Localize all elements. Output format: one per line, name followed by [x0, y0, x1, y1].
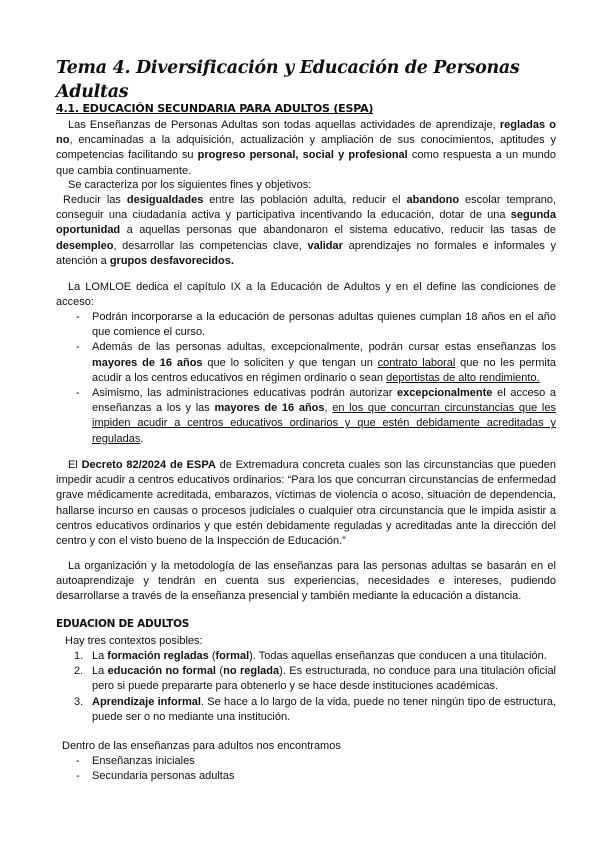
list-item: - Además de las personas adultas, excepcionalmente, podrán cursar estas enseñanzas los mayores de 16 años que lo soliciten y que tengan un contrato laboral que no les permita acudir a los centros educativos en régimen ordinario o sean deportistas de alto rendimiento. — [56, 340, 556, 386]
list-item: 3. Aprendizaje informal. Se hace a lo largo de la vida, puede no tener ningún tipo de estructura, puede ser o no mediante una institución. — [74, 695, 556, 723]
section-heading: 4.1. EDUCACIÓN SECUNDARIA PARA ADULTOS (ESPA) — [56, 102, 374, 115]
subsection-heading: EDUACION DE ADULTOS — [56, 618, 190, 630]
access-list — [56, 310, 556, 447]
list-item: 2. La educación no formal (no reglada). Es estructurada, no conduce para una titulación oficial pero si puede prepararte para obtenerlo y se hace desde instituciones académicas. — [74, 665, 557, 693]
list-item: - Secundaria personas adultas — [56, 769, 556, 784]
contexts-list — [56, 649, 556, 725]
contexts-intro: Hay tres contextos posibles: — [65, 635, 203, 647]
within-line: Dentro de las enseñanzas para adultos nos encontramos — [62, 740, 341, 752]
decreto-paragraph: El Decreto 82/2024 de ESPA de Extremadura concreta cuales son las circunstancias que pueden impedir acudir a centros educativos ordinarios: “Para los que concurran circunstancias de enfermedad grave médicamente acreditada, embarazos, víctimas de violencia o acoso, situación de dependencia, hallarse incurso en causas o procesos judiciales o cualquier otra circunstancia que le impida asistir a centros educativos ordinarios y que estén debidamente reguladas y acreditadas ante la dirección del centro y con el visto bueno de la Inspección de Educación.” — [56, 459, 556, 548]
types-list — [56, 754, 556, 784]
list-item: 1. La formación regladas (formal). Todas aquellas enseñanzas que conducen a una titulación. — [74, 650, 547, 662]
list-item: - Asimismo, las administraciones educativas podrán autorizar excepcionalmente el acceso a enseñanzas a los y las mayores de 16 años, en los que concurran circunstancias que les impiden acudir a centros educativos ordinarios y que estén debidamente acreditadas y reguladas. — [56, 386, 556, 447]
list-item: - Podrán incorporarse a la educación de personas adultas quienes cumplan 18 años en el año que comience el curso. — [56, 310, 556, 340]
lomloe-paragraph: La LOMLOE dedica el capítulo IX a la Educación de Adultos y en el define las condiciones de acceso: — [56, 281, 556, 309]
list-item: - Enseñanzas iniciales — [56, 754, 556, 769]
organizacion-paragraph: La organización y la metodología de las enseñanzas para las personas adultas se basarán en el autoaprendizaje y tendrán en cuenta sus experiencias, necesidades e intereses, pudiendo desarrollarse a través de la enseñanza presencial y también mediante la educación a distancia. — [56, 560, 556, 603]
characterizes-line: Se caracteriza por los siguientes fines y objetivos: — [68, 179, 312, 191]
intro-paragraph: Las Enseñanzas de Personas Adultas son todas aquellas actividades de aprendizaje, regladas o no, encaminadas a la adquisición, actualización y ampliación de sus conocimientos, aptitudes y competencias facilitando su progreso personal, social y profesional como respuesta a un mundo que cambia continuamente. — [56, 119, 556, 177]
page-title: Tema 4. Diversificación y Educación de Personas Adultas — [56, 58, 520, 102]
aims-paragraph: Reducir las desigualdades entre las población adulta, reducir el abandono escolar temprano, conseguir una ciudadanía activa y participativa incentivando la educación, dotar de una segunda oportunidad a aquellas personas que abandonaron el sistema educativo, reducir las tasas de desempleo, desarrollar las competencias clave, validar aprendizajes no formales e informales y atención a grupos desfavorecidos. — [56, 194, 557, 267]
